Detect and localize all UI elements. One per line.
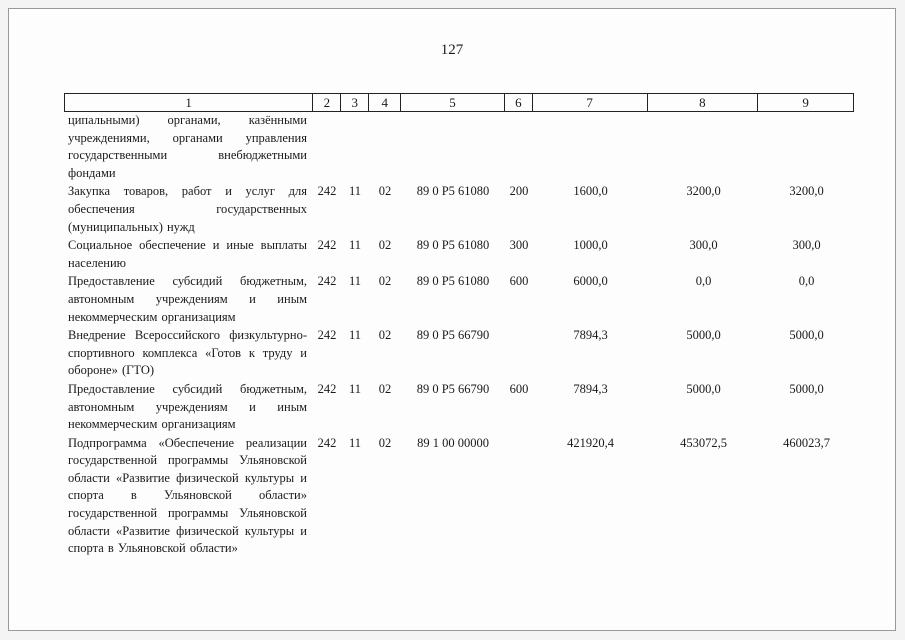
row-col-2: 242 (317, 381, 337, 396)
row-col-5: 89 1 00 00000 (417, 435, 489, 450)
row-col-8: 3200,0 (686, 184, 721, 199)
row-col-4: 02 (378, 184, 392, 199)
row-col-4: 02 (378, 328, 392, 343)
row-col-9: 300,0 (792, 238, 821, 253)
row-col-8: 300,0 (689, 238, 718, 253)
header-col-4: 4 (369, 94, 401, 111)
row-col-6: 300 (509, 238, 529, 253)
row-col-9: 3200,0 (789, 184, 824, 199)
row-col-8: 0,0 (695, 274, 712, 289)
row-description: Социальное обеспечение и иные выплаты населению (68, 238, 307, 270)
row-col-6 (505, 327, 533, 380)
row-col-4: 02 (378, 381, 392, 396)
row-col-6 (505, 112, 533, 182)
table-row (64, 112, 854, 182)
row-col-7 (533, 112, 648, 182)
row-col-4 (369, 112, 401, 182)
page-number: 127 (440, 42, 464, 58)
row-col-3: 11 (348, 381, 362, 396)
header-col-5: 5 (401, 94, 505, 111)
row-col-6: 600 (509, 274, 529, 289)
table-body (64, 112, 854, 558)
row-col-2: 242 (317, 238, 337, 253)
row-col-2: 242 (317, 435, 337, 450)
document-page (8, 8, 896, 631)
row-col-3: 11 (348, 435, 362, 450)
row-col-5: 89 0 P5 61080 (416, 238, 490, 253)
row-col-5: 89 0 P5 61080 (416, 274, 490, 289)
row-col-9: 0,0 (798, 274, 815, 289)
row-col-2 (313, 112, 341, 182)
row-col-3: 11 (348, 184, 362, 199)
row-col-7: 1000,0 (573, 238, 608, 253)
row-col-4: 02 (378, 435, 392, 450)
header-col-8: 8 (648, 94, 759, 111)
table-row (64, 381, 854, 434)
row-description: Предоставление субсидий бюджетным, автономным учреждениям и иным некоммерческим организациям (68, 274, 307, 324)
row-col-7: 7894,3 (573, 328, 608, 343)
row-col-9: 460023,7 (783, 435, 830, 450)
row-col-2: 242 (317, 328, 337, 343)
row-description: Предоставление субсидий бюджетным, автономным учреждениям и иным некоммерческим организациям (68, 381, 307, 432)
row-col-9 (759, 112, 854, 182)
header-col-9: 9 (802, 95, 809, 110)
header-col-6: 6 (505, 94, 533, 111)
row-col-6: 200 (509, 184, 529, 199)
row-col-8: 5000,0 (686, 328, 721, 343)
header-col-1: 1 (65, 94, 313, 111)
row-col-8: 453072,5 (680, 435, 727, 450)
header-col-3: 3 (341, 94, 369, 111)
row-col-2: 242 (317, 274, 337, 289)
header-col-2: 2 (313, 94, 341, 111)
row-col-4: 02 (378, 274, 392, 289)
row-col-3 (341, 112, 369, 182)
row-description: Закупка товаров, работ и услуг для обеспечения государственных (муниципальных) нужд (68, 184, 307, 234)
row-col-8: 5000,0 (686, 381, 721, 396)
table-row (64, 237, 854, 272)
row-col-6: 600 (509, 381, 529, 396)
row-col-7: 1600,0 (573, 184, 608, 199)
table-row (64, 183, 854, 236)
row-col-7: 421920,4 (567, 435, 614, 450)
row-col-5: 89 0 P5 66790 (416, 328, 490, 343)
row-col-2: 242 (317, 184, 337, 199)
row-col-5: 89 0 P5 61080 (416, 184, 490, 199)
row-description: Внедрение Всероссийского физкультурно-спортивного комплекса «Готов к труду и обороне» (ГТО) (68, 328, 307, 378)
row-col-5: 89 0 P5 66790 (416, 381, 490, 396)
row-description: ципальными) органами, казёнными учреждениями, органами управления государственными внебюджетными фондами (68, 113, 307, 180)
row-col-3: 11 (348, 274, 362, 289)
row-col-3: 11 (348, 238, 362, 253)
row-col-5 (401, 112, 505, 182)
header-col-7: 7 (533, 94, 648, 111)
row-col-9: 5000,0 (789, 328, 824, 343)
row-col-3: 11 (348, 328, 362, 343)
row-col-4: 02 (378, 238, 392, 253)
row-col-7: 7894,3 (573, 381, 608, 396)
table-row (64, 327, 854, 380)
row-col-8 (648, 112, 759, 182)
row-col-9: 5000,0 (789, 381, 824, 396)
table-row (64, 435, 854, 558)
table-header (64, 93, 854, 112)
row-col-6 (505, 435, 533, 558)
row-col-7: 6000,0 (573, 274, 608, 289)
row-description: Подпрограмма «Обеспечение реализации государственной программы Ульяновской области «Развитие физической культуры и спорта в Ульяновской области» государственной программы Ульяновской области «Развитие физической культуры и спорта в Ульяновской области» (68, 435, 307, 556)
table-row (64, 273, 854, 326)
